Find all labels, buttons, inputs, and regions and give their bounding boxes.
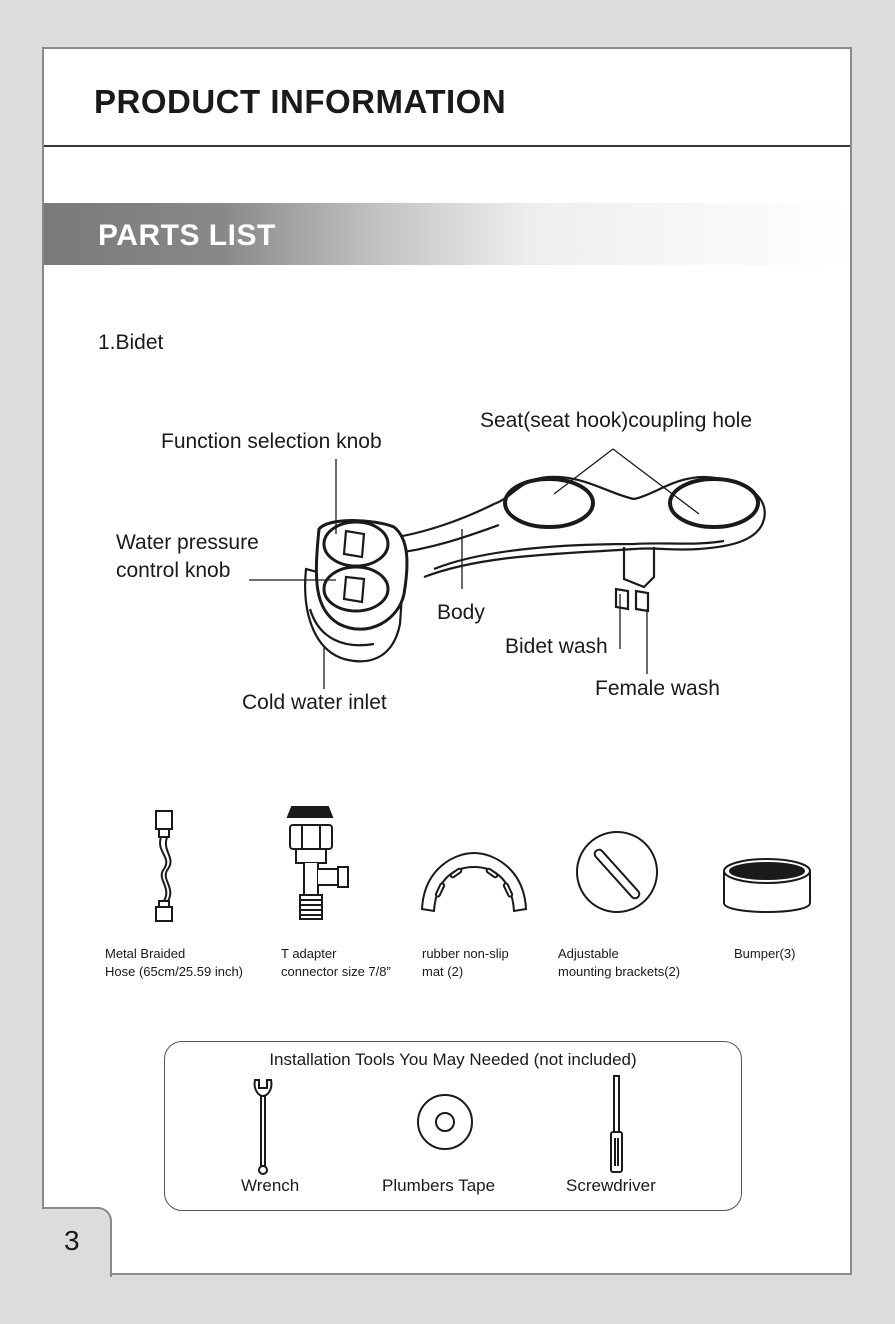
water-pressure-knob-label: Water pressure bbox=[116, 531, 259, 554]
section-title: PARTS LIST bbox=[98, 219, 276, 252]
part-t-adapter-label: T adapter connector size 7/8” bbox=[281, 946, 391, 979]
bidet-wash-label: Bidet wash bbox=[505, 635, 608, 658]
female-wash-label: Female wash bbox=[595, 677, 720, 700]
page-number-tab bbox=[42, 1207, 112, 1277]
plumbers-tape-icon bbox=[415, 1092, 475, 1152]
water-pressure-knob-label-line2: control knob bbox=[116, 559, 231, 582]
bidet-heading: 1.Bidet bbox=[98, 331, 164, 354]
rubber-mat-icon bbox=[414, 849, 534, 919]
bumper-icon bbox=[720, 853, 816, 923]
tools-title: Installation Tools You May Needed (not included) bbox=[269, 1050, 637, 1069]
bidet-diagram bbox=[44, 49, 850, 749]
mounting-bracket-icon bbox=[574, 829, 664, 919]
manual-page bbox=[42, 47, 852, 1275]
body-label: Body bbox=[437, 601, 485, 624]
part-hose-label: Metal Braided Hose (65cm/25.59 inch) bbox=[105, 946, 244, 979]
cold-water-inlet-label: Cold water inlet bbox=[242, 691, 387, 714]
t-adapter-icon bbox=[282, 805, 362, 925]
page-title: PRODUCT INFORMATION bbox=[94, 83, 507, 120]
part-bracket-label: Adjustable mounting brackets(2) bbox=[558, 946, 681, 979]
installation-tools-panel bbox=[164, 1041, 742, 1211]
wrench-icon bbox=[251, 1076, 275, 1176]
braided-hose-icon bbox=[146, 807, 186, 927]
part-rubber-mat-label: rubber non-slip mat (2) bbox=[422, 946, 509, 979]
page-number: 3 bbox=[64, 1225, 80, 1256]
part-bumper-label: Bumper(3) bbox=[734, 946, 796, 961]
tool-wrench-label: Wrench bbox=[241, 1176, 300, 1195]
screwdriver-icon bbox=[605, 1074, 629, 1178]
tool-screwdriver-label: Screwdriver bbox=[566, 1176, 656, 1195]
tool-plumbers-tape-label: Plumbers Tape bbox=[382, 1176, 496, 1195]
seat-coupling-hole-label: Seat(seat hook)coupling hole bbox=[480, 409, 753, 432]
function-selection-knob-label: Function selection knob bbox=[161, 430, 382, 453]
